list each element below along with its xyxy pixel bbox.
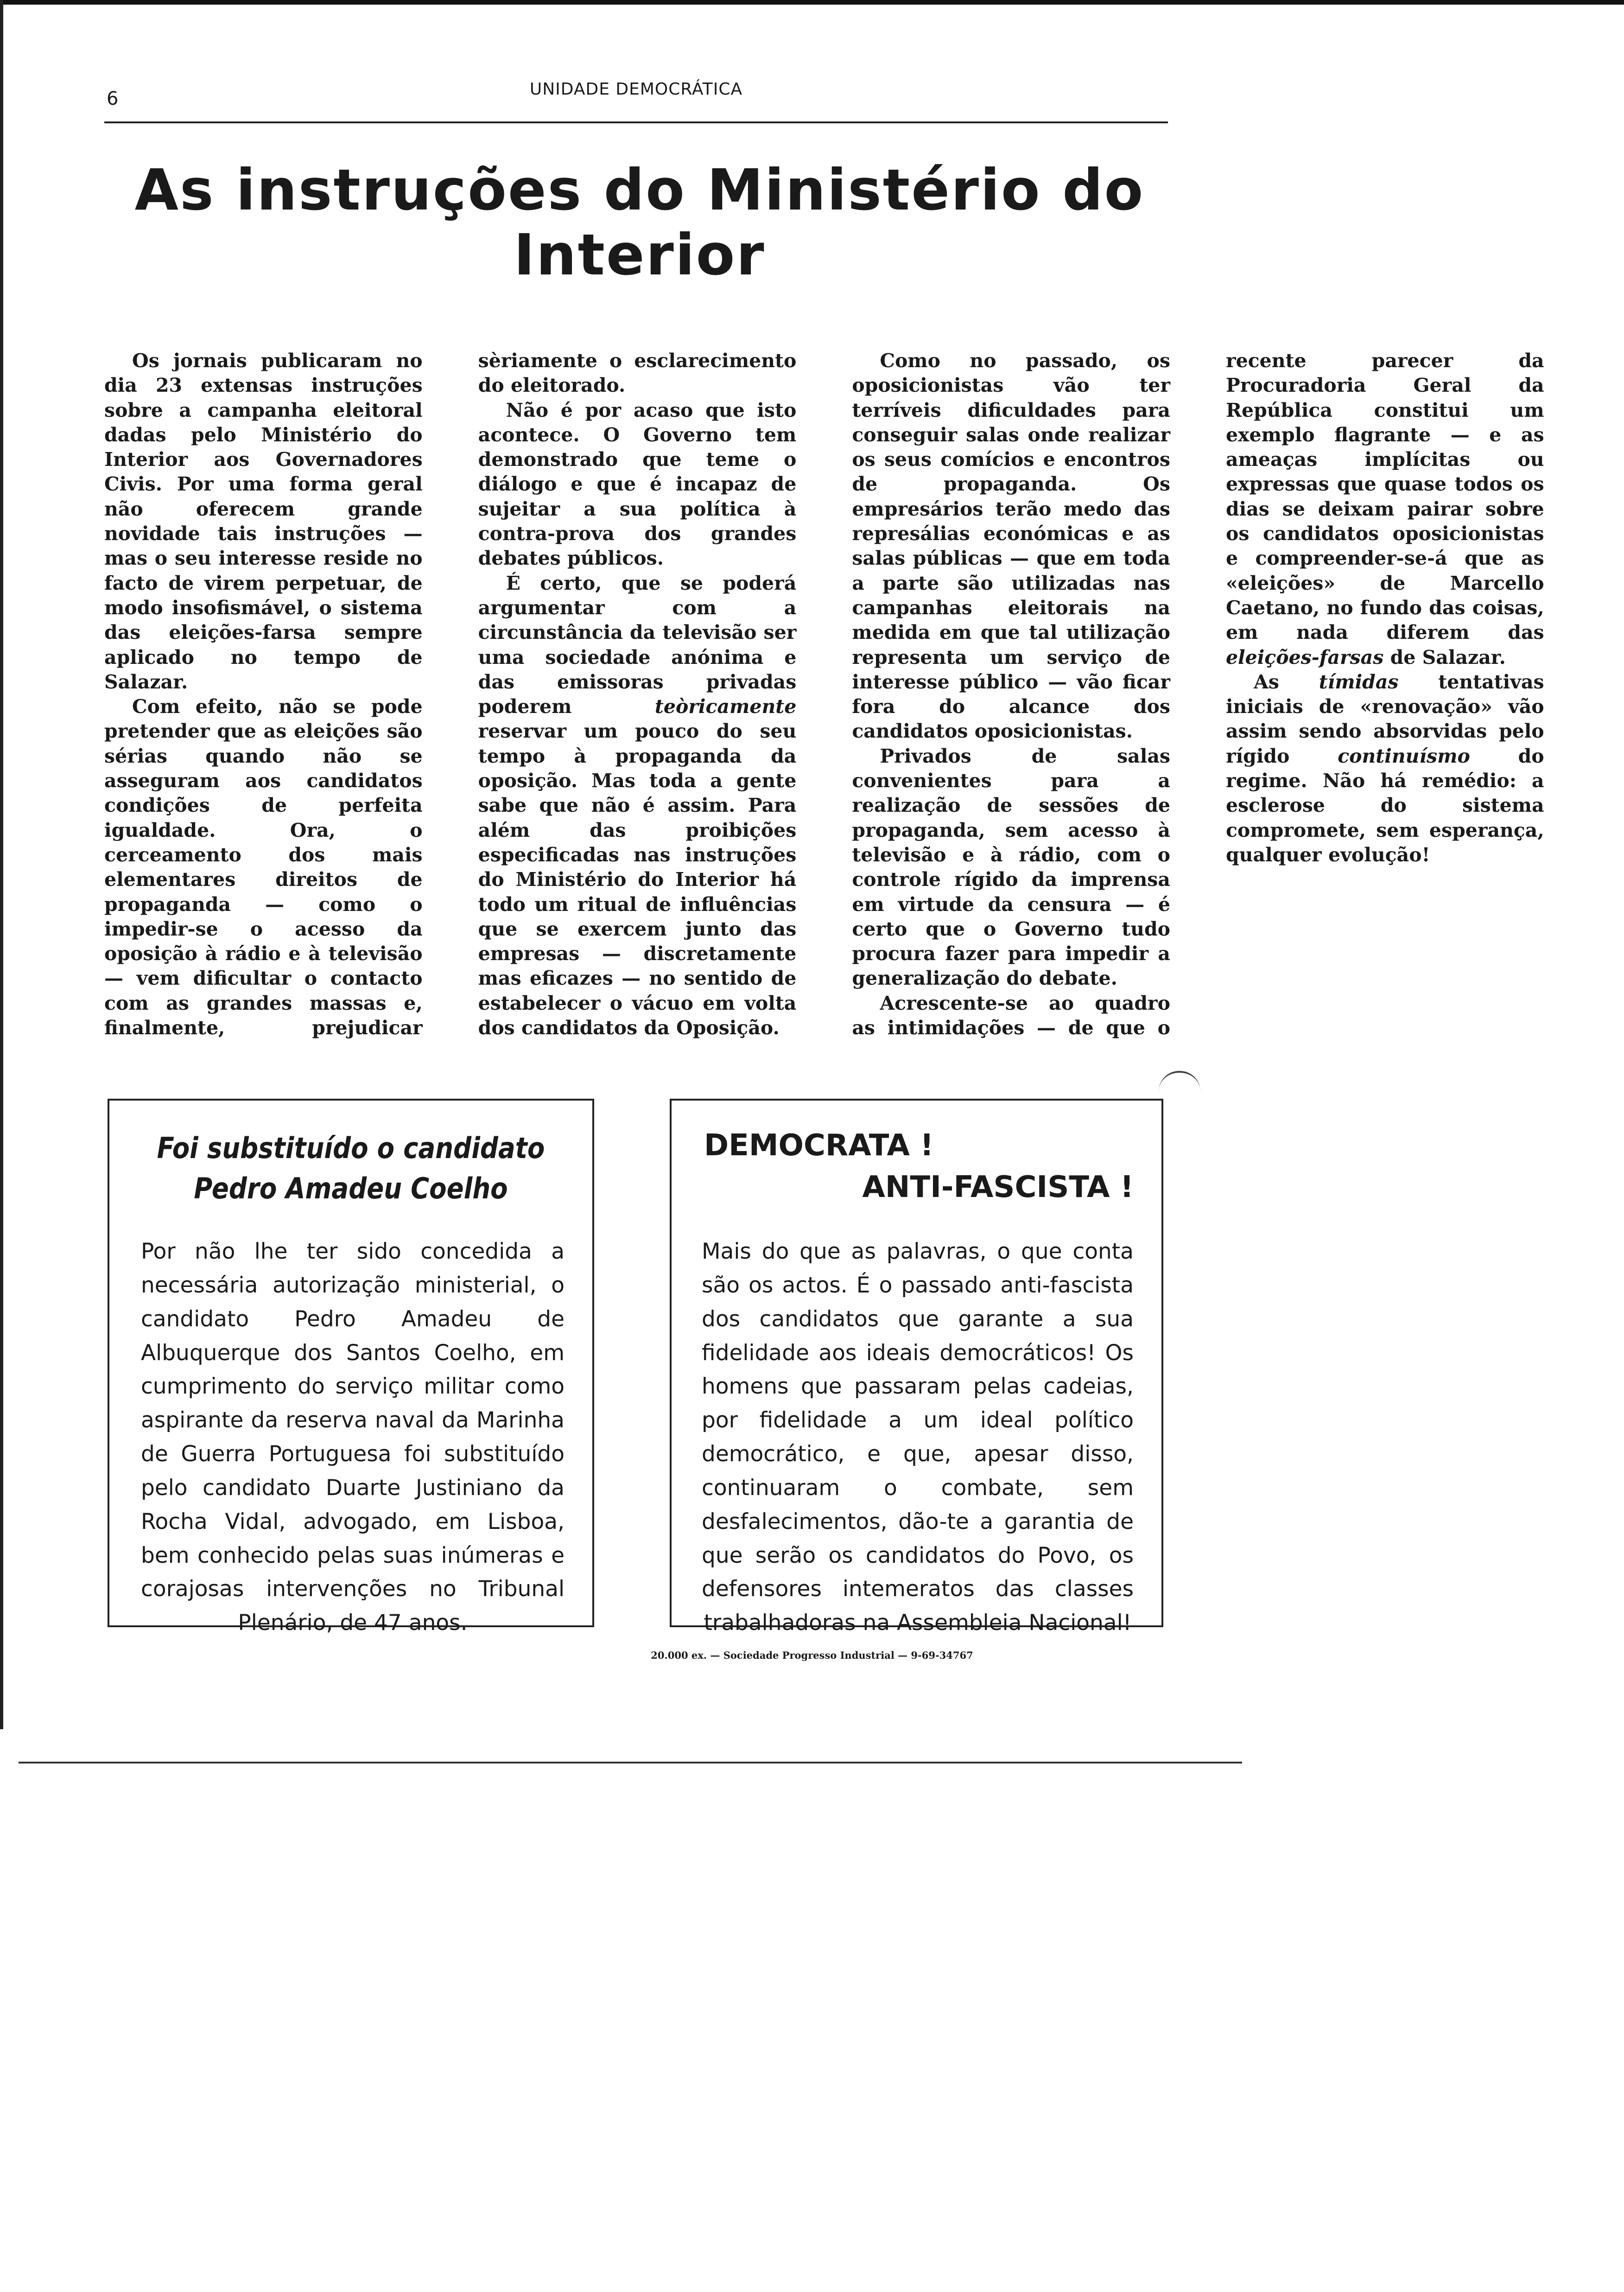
article-paragraph: Os jornais publicaram no dia 23 extensas instruções sobre a campanha eleitoral dadas pelo Ministério do Interior aos Governadores Civis. Por uma forma geral não oferecem grande novidade tais instruções — mas o seu interesse reside no facto de virem perpetuar, de modo insofismável, o sistema das eleições-farsa sempre aplicado no tempo de Salazar. bbox=[104, 350, 423, 693]
emphasis-text: tímidas bbox=[1319, 670, 1399, 693]
article-body bbox=[104, 349, 1544, 1044]
scan-edge-bottom bbox=[19, 1762, 1242, 1764]
text-run: Acrescente-se ao quadro as intimidações — de que o recente parecer da Procuradoria Geral da República constitui um exemplo flagrante — e as ameaças implícitas ou expressas que quase todos os dias se deixam pairar sobre os candidatos oposicionistas e compreender-se-á que as «eleições» de Marcello Caetano, no fundo das coisas, em nada diferem das bbox=[852, 350, 1544, 1039]
article-headline: As instruções do Ministério do Interior bbox=[134, 157, 1145, 288]
notice-text: Por não lhe ter sido concedida a necessária autorização ministerial, o candidato Pedro Amadeu de Albuquerque dos Santos Coelho, em cumprimento do serviço militar como aspirante da reserva naval da Marinha de Guerra Portuguesa foi substituído pelo candidato Duarte Justiniano da Rocha Vidal, advogado, em Lisboa, bem conhecido pelas suas inúmeras e corajosas intervenções no Tribunal Plenário, de 47 anos. bbox=[141, 1239, 565, 1636]
text-run: reservar um pouco do seu tempo à propaganda da oposição. Mas toda a gente sabe que não é assim. Para além das proibições especificadas nas instruções do Ministério do Interior há todo um ritual de influências que se exercem junto das empresas — discretamente mas eficazes — no sentido de estabelecer o vácuo em volta dos candidatos da Oposição. bbox=[478, 720, 797, 1039]
article-paragraph: Não é por acaso que isto acontece. O Governo tem demonstrado que teme o diálogo e que é incapaz de sujeitar a sua política à contra-prova dos grandes debates públicos. bbox=[478, 399, 797, 570]
notice-title-line: Pedro Amadeu Coelho bbox=[194, 1171, 508, 1205]
article-paragraph: Como no passado, os oposicionistas vão ter terríveis dificuldades para conseguir salas onde realizar os seus comícios e encontros de propaganda. Os empresários terão medo das represálias económicas e as salas públicas — que em toda a parte são utilizadas nas campanhas eleitorais na medida em que tal utilização representa um serviço de interesse público — vão ficar fora do alcance dos candidatos oposicionistas. bbox=[852, 350, 1170, 743]
page-number: 6 bbox=[107, 88, 119, 109]
scan-artifact bbox=[1159, 1071, 1200, 1091]
slogan-box bbox=[670, 1099, 1163, 1636]
text-run: É certo, que se poderá argumentar com a circunstância da televisão ser uma sociedade anónima e das emissoras privadas poderem bbox=[478, 572, 797, 718]
running-head bbox=[104, 80, 1168, 123]
slogan-title-line: DEMOCRATA ! bbox=[704, 1128, 934, 1163]
emphasis-text: eleições-farsas bbox=[1225, 646, 1384, 668]
text-run: de Salazar. bbox=[1383, 646, 1506, 668]
article-paragraph: Com efeito, não se pode pretender que as eleições são sérias quando não se asseguram aos candidatos condições de perfeita igualdade. Ora, o cerceamento dos mais elementares direitos de propaganda — como o impedir-se o acesso da oposição à rádio e à televisão — vem dificultar o contacto com as grandes massas e, finalmente, prejudicar sèriamente o esclarecimento do eleitorado. bbox=[104, 350, 797, 1039]
scan-edge-left bbox=[0, 0, 3, 1729]
scan-edge-top bbox=[0, 0, 1624, 5]
notice-title bbox=[146, 1128, 555, 1209]
emphasis-text: teòricamente bbox=[654, 695, 797, 718]
text-run: tentativas iniciais de «renovação» vão assim sendo absorvidas pelo rígido bbox=[1225, 670, 1544, 767]
slogan-text: Mais do que as palavras, o que conta são os actos. É o passado anti-fascista dos candidatos que garante a sua fidelidade aos ideais democráticos! Os homens que passaram pelas cadeias, por fidelidade a um ideal político democrático, e que, apesar disso, continuaram o combate, sem desfalecimentos, dão-te a garantia de que serão os candidatos do Povo, os defensores intemeratos das classes trabalhadoras na Assembleia Nacional! bbox=[702, 1239, 1134, 1636]
slogan-title-line: ANTI-FASCISTA ! bbox=[862, 1170, 1134, 1204]
candidate-notice-box bbox=[108, 1099, 594, 1636]
text-run: do regime. Não há remédio: a esclerose do sistema compromete, sem esperança, qualquer evolução! bbox=[1225, 745, 1544, 866]
notice-title-line: Foi substituído o candidato bbox=[157, 1131, 545, 1165]
article-paragraph bbox=[1226, 670, 1544, 867]
article-paragraph: Privados de salas convenientes para a realização de sessões de propaganda, sem acesso à televisão e à rádio, com o controle rígido da imprensa em virtude da censura — é certo que o Governo tudo procura fazer para impedir a generalização do debate. bbox=[852, 745, 1170, 990]
text-run: As bbox=[1253, 670, 1319, 693]
article-paragraph bbox=[478, 571, 797, 1041]
publication-name: UNIDADE DEMOCRÁTICA bbox=[529, 80, 743, 99]
print-imprint: 20.000 ex. — Sociedade Progresso Industrial — 9-69-34767 bbox=[651, 1649, 973, 1661]
emphasis-text: continuísmo bbox=[1338, 745, 1470, 767]
